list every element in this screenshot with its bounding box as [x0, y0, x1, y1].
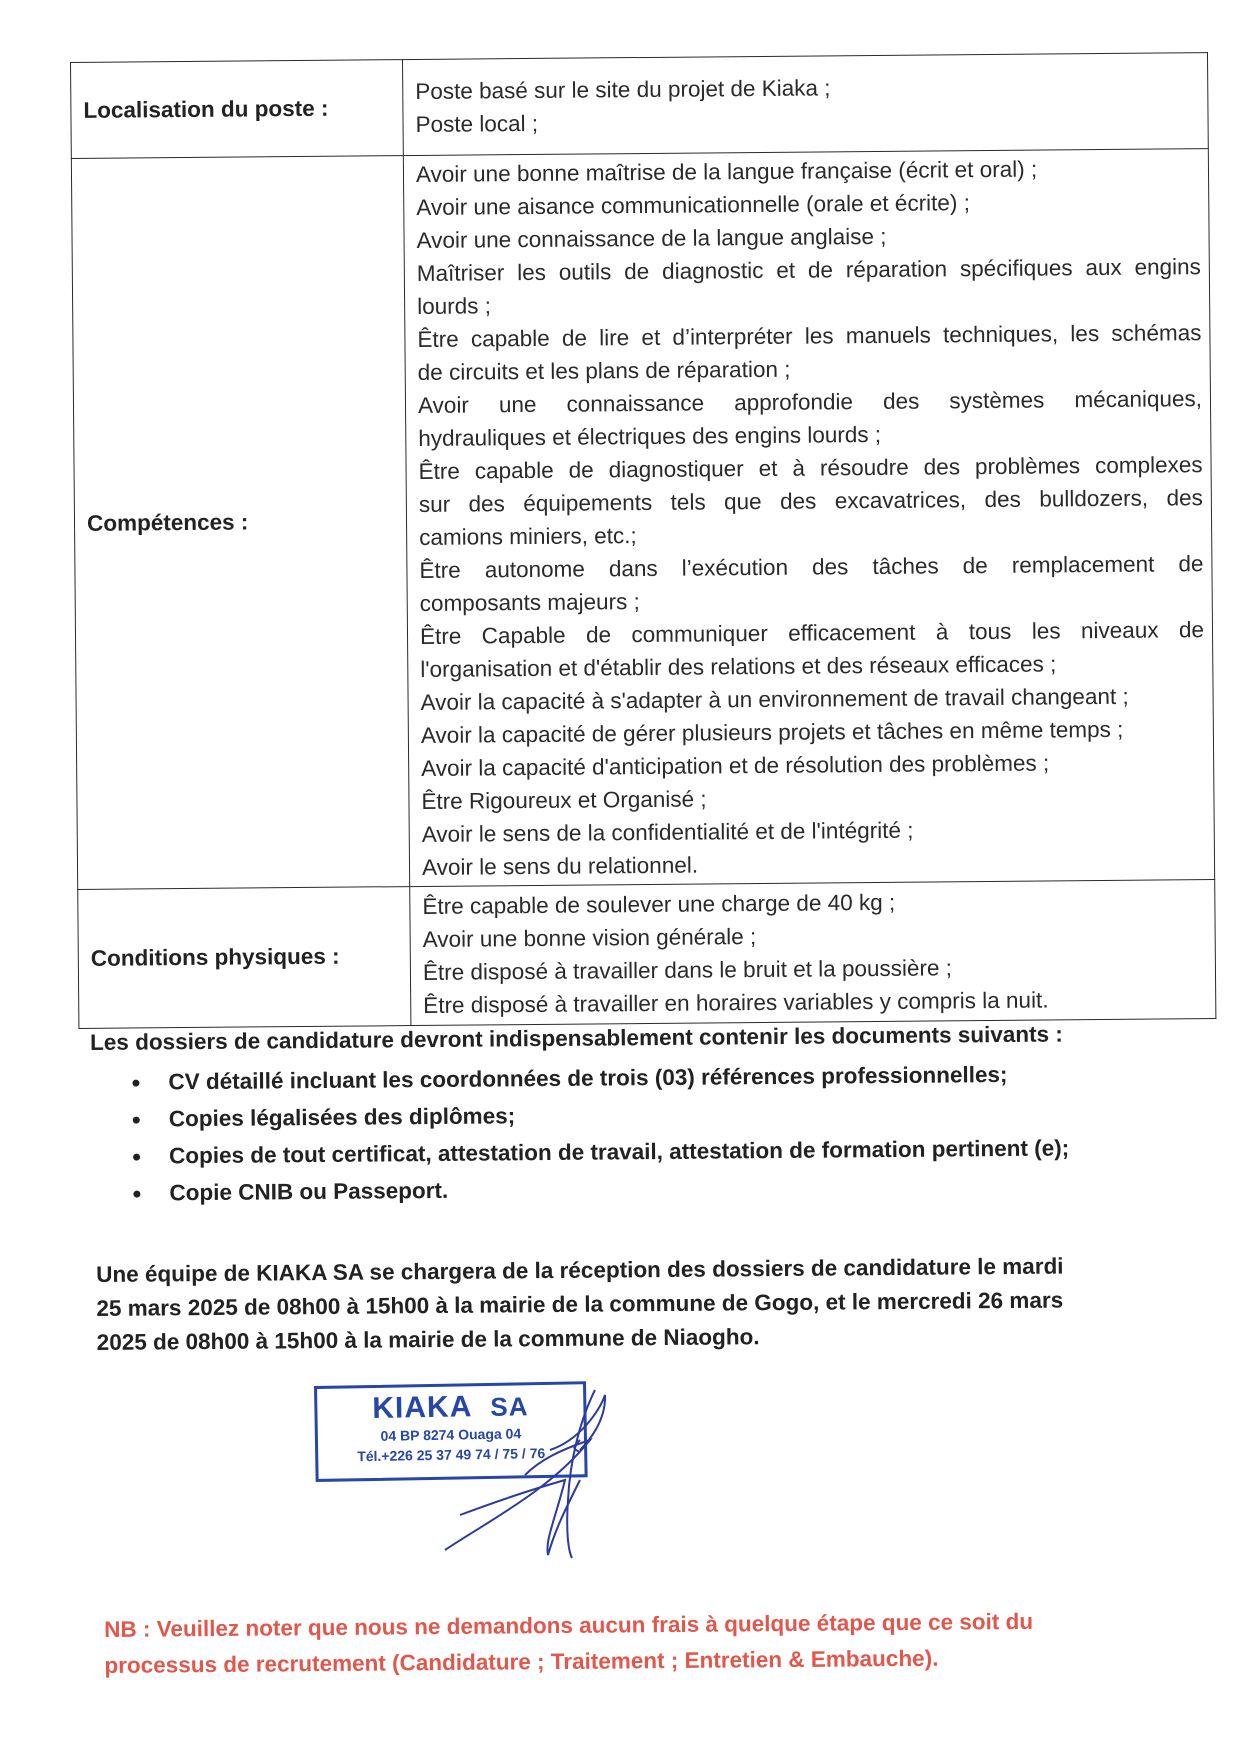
- condition-line: Être disposé à travailler dans le bruit et la poussière ;: [422, 955, 953, 985]
- label-competences: Compétences :: [71, 156, 409, 890]
- required-documents: [90, 1020, 1192, 1214]
- condition-line: Avoir une bonne vision générale ;: [422, 924, 757, 952]
- competence-line: Avoir une bonne maîtrise de la langue française (écrit et oral) ;: [415, 156, 1038, 187]
- list-item: Copies légalisées des diplômes;: [91, 1093, 1191, 1136]
- localisation-line: Poste local ;: [415, 110, 539, 137]
- competence-line: Être capable de lire et d’interpréter les manuels techniques, les schémas: [417, 320, 1202, 352]
- documents-list: [90, 1056, 1191, 1210]
- value-competences: [403, 149, 1214, 887]
- stamp-name: KIAKA SA: [372, 1390, 529, 1425]
- signature: [430, 1380, 730, 1560]
- competence-line: de circuits et les plans de réparation ;: [417, 356, 791, 385]
- competence-line: sur des équipements tels que des excavatrices, des bulldozers, des: [418, 485, 1203, 517]
- condition-line: Être disposé à travailler en horaires variables y compris la nuit.: [423, 987, 1049, 1018]
- competence-line: l'organisation et d'établir des relations et des réseaux efficaces ;: [420, 651, 1057, 682]
- value-localisation: [402, 53, 1208, 156]
- competence-line: Être Rigoureux et Organisé ;: [421, 786, 707, 814]
- nb-line: NB : Veuillez noter que nous ne demandons aucun frais à quelque étape que ce soit du: [104, 1608, 1034, 1642]
- competence-line: Avoir une connaissance de la langue anglaise ;: [416, 223, 887, 253]
- condition-line: Être capable de soulever une charge de 40 kg ;: [422, 889, 896, 919]
- competence-line: Avoir la capacité d'anticipation et de résolution des problèmes ;: [421, 750, 1050, 781]
- reception-line: 25 mars 2025 de 08h00 à 15h00 à la mairie de la commune de Gogo, et le mercredi 26 mars: [96, 1287, 1064, 1321]
- value-conditions: [410, 880, 1216, 1026]
- competence-line: Avoir la capacité de gérer plusieurs projets et tâches en même temps ;: [420, 716, 1124, 748]
- documents-intro: Les dossiers de candidature devront indispensablement contenir les documents suivants :: [90, 1021, 1063, 1055]
- list-item: CV détaillé incluant les coordonnées de trois (03) références professionnelles;: [90, 1056, 1190, 1099]
- competence-line: Être Capable de communiquer efficacement à tous les niveaux de: [419, 617, 1205, 649]
- requirements-table: [70, 52, 1216, 1029]
- label-localisation: Localisation du poste :: [71, 60, 404, 159]
- competence-line: composants majeurs ;: [419, 589, 640, 616]
- list-item: Copie CNIB ou Passeport.: [91, 1167, 1191, 1210]
- competence-line: Être capable de diagnostiquer et à résoudre des problèmes complexes: [418, 452, 1203, 484]
- competence-line: lourds ;: [417, 293, 492, 319]
- stamp-address: 04 BP 8274 Ouaga 04: [380, 1425, 522, 1444]
- competence-line: Avoir la capacité à s'adapter à un environnement de travail changeant ;: [420, 683, 1129, 715]
- competence-line: Maîtriser les outils de diagnostic et de réparation spécifiques aux engins: [416, 254, 1201, 286]
- reception-line: Une équipe de KIAKA SA se chargera de la réception des dossiers de candidature le mardi: [96, 1253, 1064, 1287]
- competence-line: camions miniers, etc.;: [419, 523, 637, 550]
- competence-line: Être autonome dans l’exécution des tâches de remplacement de: [419, 551, 1204, 583]
- label-conditions: Conditions physiques :: [78, 887, 411, 1029]
- localisation-line: Poste basé sur le site du projet de Kiaka ;: [415, 74, 831, 104]
- competence-line: Avoir une aisance communicationnelle (orale et écrite) ;: [416, 190, 970, 220]
- table-row-competences: [71, 149, 1214, 890]
- competence-line: Avoir le sens de la confidentialité et de l'intégrité ;: [421, 817, 914, 847]
- competence-line: Avoir le sens du relationnel.: [421, 852, 699, 880]
- list-item: Copies de tout certificat, attestation de travail, attestation de formation pertinent (e);: [91, 1130, 1191, 1173]
- competence-line: Avoir une connaissance approfondie des systèmes mécaniques,: [417, 386, 1203, 418]
- table-row-localisation: [71, 53, 1209, 159]
- competence-line: hydrauliques et électriques des engins lourds ;: [418, 421, 882, 451]
- table-row-conditions: [78, 880, 1216, 1029]
- reception-line: 2025 de 08h00 à 15h00 à la mairie de la commune de Niaogho.: [96, 1324, 760, 1355]
- reception-paragraph: [96, 1248, 1189, 1360]
- nb-line: processus de recrutement (Candidature ; Traitement ; Entretien & Embauche).: [104, 1645, 939, 1678]
- stamp-phone: Tél.+226 25 37 49 74 / 75 / 76: [357, 1444, 546, 1465]
- nb-notice: [104, 1602, 1195, 1684]
